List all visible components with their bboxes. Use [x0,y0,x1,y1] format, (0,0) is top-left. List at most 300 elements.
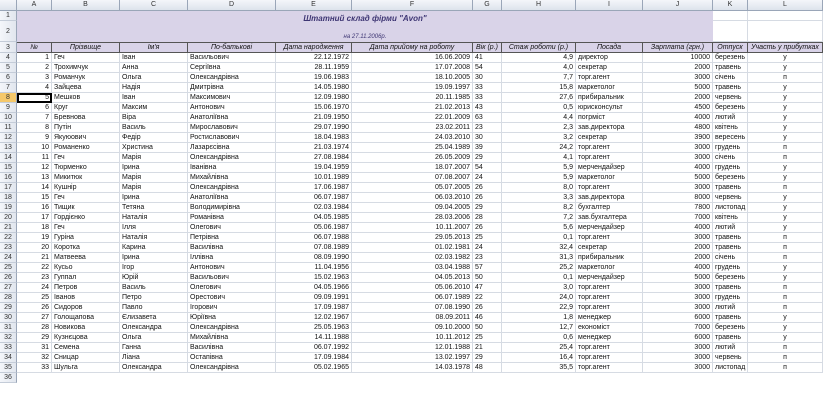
table-cell[interactable]: Геч [52,53,120,63]
table-cell[interactable]: 05.07.2005 [352,183,473,193]
table-cell[interactable]: 17.07.2008 [352,63,473,73]
table-cell[interactable]: листопад [713,363,748,373]
table-cell[interactable]: червень [713,193,748,203]
table-cell[interactable]: 43 [473,103,502,113]
table-cell[interactable]: п [748,143,823,153]
table-cell[interactable]: п [748,73,823,83]
table-cell[interactable]: торг.агент [576,233,643,243]
table-cell[interactable]: Марія [120,173,188,183]
table-cell[interactable]: Новикова [52,323,120,333]
table-cell[interactable]: у [748,123,823,133]
table-cell[interactable]: Ольга [120,333,188,343]
row-header[interactable]: 10 [0,113,17,123]
table-cell[interactable]: 04.05.1966 [276,283,352,293]
table-cell[interactable]: 22,9 [502,303,576,313]
table-cell[interactable]: у [748,83,823,93]
table-cell[interactable]: 33 [473,83,502,93]
table-cell[interactable]: 13.02.1997 [352,353,473,363]
table-cell[interactable]: 11.04.1956 [276,263,352,273]
table-cell[interactable]: 24,2 [502,143,576,153]
table-cell[interactable]: торг.агент [576,143,643,153]
table-cell[interactable]: Семена [52,343,120,353]
column-title[interactable]: Стаж роботи (р.) [502,42,576,53]
table-cell[interactable]: 22 [473,293,502,303]
table-cell[interactable]: січень [713,253,748,263]
table-cell[interactable]: торг.агент [576,73,643,83]
column-header-c[interactable]: C [120,0,188,11]
table-cell[interactable]: менеджер [576,313,643,323]
table-cell[interactable]: Тюрменко [52,163,120,173]
table-cell[interactable]: 5,9 [502,163,576,173]
table-cell[interactable]: Олегович [188,283,276,293]
table-cell[interactable]: 14.05.1980 [276,83,352,93]
row-header[interactable]: 22 [0,233,17,243]
table-cell[interactable]: 31,3 [502,253,576,263]
table-cell[interactable]: Володимирівна [188,203,276,213]
table-cell[interactable]: п [748,283,823,293]
table-cell[interactable]: Микитюк [52,173,120,183]
row-header[interactable]: 24 [0,253,17,263]
column-title[interactable]: Вік (р.) [473,42,502,53]
table-cell[interactable]: 7000 [643,323,713,333]
table-cell[interactable]: 50 [473,273,502,283]
table-cell[interactable]: 11 [17,153,52,163]
table-cell[interactable]: 29 [473,203,502,213]
table-cell[interactable]: торг.агент [576,343,643,353]
table-cell[interactable]: 3000 [643,143,713,153]
table-cell[interactable]: 17.06.1987 [276,183,352,193]
row-header[interactable]: 26 [0,273,17,283]
table-cell[interactable]: Павло [120,303,188,313]
row-header[interactable]: 30 [0,313,17,323]
table-cell[interactable]: 21.03.1974 [276,143,352,153]
table-cell[interactable]: 50 [473,323,502,333]
table-cell[interactable]: Антонович [188,103,276,113]
table-cell[interactable]: Тетяна [120,203,188,213]
table-cell[interactable]: 23 [17,273,52,283]
table-cell[interactable]: 3000 [643,153,713,163]
table-cell[interactable]: 4000 [643,263,713,273]
table-cell[interactable]: 4,0 [502,63,576,73]
table-cell[interactable]: 31 [17,343,52,353]
table-cell[interactable]: 12,7 [502,323,576,333]
table-cell[interactable]: Васильович [188,53,276,63]
table-cell[interactable]: Орестович [188,293,276,303]
table-cell[interactable]: Василь [120,123,188,133]
table-cell[interactable]: 0,5 [502,103,576,113]
table-cell[interactable]: 24 [17,283,52,293]
table-cell[interactable]: Якуюович [52,133,120,143]
table-cell[interactable]: 46 [473,313,502,323]
row-header[interactable]: 25 [0,263,17,273]
table-cell[interactable]: 9 [17,133,52,143]
table-cell[interactable]: Остапівна [188,353,276,363]
row-header[interactable]: 20 [0,213,17,223]
table-cell[interactable]: у [748,193,823,203]
table-cell[interactable]: 15 [17,193,52,203]
table-cell[interactable]: Ірина [120,253,188,263]
table-cell[interactable]: травень [713,233,748,243]
table-cell[interactable]: 16.06.2009 [352,53,473,63]
table-cell[interactable]: мерчендайзер [576,163,643,173]
table-cell[interactable]: торг.агент [576,153,643,163]
table-cell[interactable]: 33 [473,93,502,103]
table-cell[interactable]: Ігор [120,263,188,273]
table-cell[interactable]: 7,2 [502,213,576,223]
table-cell[interactable]: Іван [120,53,188,63]
table-cell[interactable]: 3000 [643,233,713,243]
table-cell[interactable]: 14.03.1978 [352,363,473,373]
table-cell[interactable]: 6000 [643,333,713,343]
row-header[interactable]: 29 [0,303,17,313]
column-header-h[interactable]: H [502,0,576,11]
table-cell[interactable]: 2,3 [502,123,576,133]
table-cell[interactable]: 33 [17,363,52,373]
table-cell[interactable]: маркетолог [576,83,643,93]
table-cell[interactable]: у [748,53,823,63]
table-cell[interactable]: 57 [473,263,502,273]
table-cell[interactable]: 27.08.1984 [276,153,352,163]
table-cell[interactable]: Путін [52,123,120,133]
table-cell[interactable]: 16,4 [502,353,576,363]
table-cell[interactable]: травень [713,283,748,293]
table-cell[interactable]: лютий [713,223,748,233]
table-cell[interactable]: 21 [473,343,502,353]
table-cell[interactable]: 41 [473,53,502,63]
table-cell[interactable]: Надія [120,83,188,93]
table-cell[interactable]: 21.09.1950 [276,113,352,123]
table-cell[interactable]: у [748,163,823,173]
table-cell[interactable]: 08.09.2011 [352,313,473,323]
table-cell[interactable]: Олегович [188,223,276,233]
table-cell[interactable]: 09.09.1991 [276,293,352,303]
table-cell[interactable]: Олександрівна [188,73,276,83]
table-cell[interactable]: 10 [17,143,52,153]
column-header-i[interactable]: I [576,0,643,11]
table-cell[interactable]: 4000 [643,223,713,233]
table-cell[interactable]: бухгалтер [576,203,643,213]
table-cell[interactable]: 07.08.1990 [352,303,473,313]
row-header[interactable]: 23 [0,243,17,253]
column-header-e[interactable]: E [276,0,352,11]
table-cell[interactable]: п [748,343,823,353]
table-cell[interactable]: 23 [473,123,502,133]
table-cell[interactable]: 03.04.1988 [352,263,473,273]
table-cell[interactable]: 25,2 [502,263,576,273]
column-title[interactable]: Дата народження [276,42,352,53]
table-cell[interactable]: прибиральник [576,253,643,263]
table-cell[interactable]: 5000 [643,273,713,283]
row-header[interactable]: 4 [0,53,17,63]
table-cell[interactable]: Сидоров [52,303,120,313]
table-cell[interactable]: зав.директора [576,193,643,203]
row-header[interactable]: 12 [0,133,17,143]
table-cell[interactable]: Ганна [120,343,188,353]
row-header[interactable]: 27 [0,283,17,293]
column-title[interactable]: № [17,42,52,53]
table-cell[interactable]: 27,6 [502,93,576,103]
table-cell[interactable]: 06.07.1988 [276,233,352,243]
table-cell[interactable]: 3,3 [502,193,576,203]
table-cell[interactable]: 26.05.2009 [352,153,473,163]
table-cell[interactable]: 06.07.1989 [352,293,473,303]
table-cell[interactable]: 25.04.1989 [352,143,473,153]
table-cell[interactable]: торг.агент [576,293,643,303]
table-cell[interactable]: 2 [17,63,52,73]
table-cell[interactable]: 3,2 [502,133,576,143]
table-cell[interactable]: Іванов [52,293,120,303]
table-cell[interactable]: Петрівна [188,233,276,243]
column-header-b[interactable]: B [52,0,120,11]
table-cell[interactable]: Наталія [120,213,188,223]
column-title[interactable]: Прізвище [52,42,120,53]
table-cell[interactable]: п [748,293,823,303]
table-cell[interactable]: у [748,63,823,73]
table-cell[interactable]: 0,1 [502,273,576,283]
table-cell[interactable]: Юріївна [188,313,276,323]
table-cell[interactable]: 2000 [643,93,713,103]
table-cell[interactable]: 10.01.1989 [276,173,352,183]
table-cell[interactable]: 24.03.2010 [352,133,473,143]
table-cell[interactable]: у [748,93,823,103]
table-cell[interactable]: у [748,103,823,113]
table-cell[interactable]: 04.05.2013 [352,273,473,283]
column-title[interactable]: Дата прийому на роботу [352,42,473,53]
table-cell[interactable]: юрисконсульт [576,103,643,113]
table-cell[interactable]: 4 [17,83,52,93]
table-cell[interactable]: березень [713,103,748,113]
table-cell[interactable]: 12 [17,163,52,173]
table-cell[interactable]: торг.агент [576,183,643,193]
table-cell[interactable]: 25.05.1963 [276,323,352,333]
table-cell[interactable]: 15.06.1970 [276,103,352,113]
table-cell[interactable]: Михайлівна [188,333,276,343]
table-cell[interactable]: 0,6 [502,333,576,343]
table-cell[interactable]: 14 [17,183,52,193]
table-cell[interactable]: 27 [17,313,52,323]
table-cell[interactable]: менеджер [576,333,643,343]
table-cell[interactable]: 15.02.1963 [276,273,352,283]
table-cell[interactable]: 35,5 [502,363,576,373]
column-title[interactable]: Зарплата (грн.) [643,42,713,53]
table-cell[interactable]: 2000 [643,243,713,253]
table-cell[interactable]: мерчендайзер [576,223,643,233]
column-title[interactable]: Отпуск [713,42,748,53]
table-cell[interactable]: 02.03.1982 [352,253,473,263]
cell[interactable] [713,11,748,21]
table-cell[interactable]: 10.11.2007 [352,223,473,233]
table-cell[interactable]: грудень [713,263,748,273]
table-cell[interactable]: 1 [17,53,52,63]
table-cell[interactable]: 16 [17,203,52,213]
table-cell[interactable]: 07.08.1989 [276,243,352,253]
table-cell[interactable]: 10000 [643,53,713,63]
table-cell[interactable]: секретар [576,133,643,143]
table-cell[interactable]: 39 [473,143,502,153]
table-cell[interactable]: Гуріна [52,233,120,243]
table-cell[interactable]: 2000 [643,63,713,73]
table-cell[interactable]: 04.05.1985 [276,213,352,223]
column-header-j[interactable]: J [643,0,713,11]
table-cell[interactable]: Зайцева [52,83,120,93]
table-cell[interactable]: 12.02.1967 [276,313,352,323]
table-cell[interactable]: 8000 [643,193,713,203]
row-header[interactable]: 8 [0,93,17,103]
table-cell[interactable]: 3000 [643,293,713,303]
table-cell[interactable]: Петров [52,283,120,293]
row-header[interactable]: 34 [0,353,17,363]
table-cell[interactable]: 12.09.1980 [276,93,352,103]
table-cell[interactable]: 7,7 [502,73,576,83]
table-cell[interactable]: 25,4 [502,343,576,353]
table-cell[interactable]: 6 [17,103,52,113]
table-cell[interactable]: 09.04.2005 [352,203,473,213]
column-header-d[interactable]: D [188,0,276,11]
table-cell[interactable]: 7000 [643,213,713,223]
table-cell[interactable]: 20 [17,243,52,253]
table-cell[interactable]: 2000 [643,253,713,263]
table-cell[interactable]: Лазарєсівна [188,143,276,153]
cell[interactable] [713,21,748,42]
table-cell[interactable]: п [748,233,823,243]
table-cell[interactable]: торг.агент [576,363,643,373]
table-cell[interactable]: Геч [52,193,120,203]
table-cell[interactable]: 21.02.2013 [352,103,473,113]
table-cell[interactable]: Анна [120,63,188,73]
table-cell[interactable]: Шульга [52,363,120,373]
table-cell[interactable]: Анатоліївна [188,193,276,203]
table-cell[interactable]: 48 [473,363,502,373]
table-cell[interactable]: секретар [576,63,643,73]
table-cell[interactable]: Ірина [120,193,188,203]
table-cell[interactable]: п [748,353,823,363]
table-cell[interactable]: 07.08.2007 [352,173,473,183]
table-cell[interactable]: квітень [713,213,748,223]
row-header[interactable]: 35 [0,363,17,373]
table-cell[interactable]: Петро [120,293,188,303]
table-cell[interactable]: погрміст [576,113,643,123]
table-cell[interactable]: Анатоліївна [188,113,276,123]
table-cell[interactable]: грудень [713,163,748,173]
table-cell[interactable]: березень [713,173,748,183]
table-cell[interactable]: Дмитрівна [188,83,276,93]
table-cell[interactable]: Геч [52,223,120,233]
table-cell[interactable]: 8 [17,123,52,133]
table-cell[interactable]: березень [713,323,748,333]
table-cell[interactable]: 5 [17,93,52,103]
table-cell[interactable]: економіст [576,323,643,333]
row-header[interactable]: 11 [0,123,17,133]
row-header[interactable]: 2 [0,21,17,42]
select-all-corner[interactable] [0,0,17,11]
table-cell[interactable]: 4000 [643,163,713,173]
table-cell[interactable]: п [748,303,823,313]
table-cell[interactable]: 19 [17,233,52,243]
table-cell[interactable]: 3000 [643,283,713,293]
table-cell[interactable]: 05.06.2010 [352,283,473,293]
table-cell[interactable]: Ігорович [188,303,276,313]
table-cell[interactable]: п [748,153,823,163]
table-cell[interactable]: січень [713,153,748,163]
table-cell[interactable]: Бревнова [52,113,120,123]
column-title[interactable]: Участь у прибутках [748,42,823,53]
table-cell[interactable]: 22.12.1972 [276,53,352,63]
table-cell[interactable]: маркетолог [576,263,643,273]
table-cell[interactable]: 06.07.1992 [276,343,352,353]
column-header-a[interactable]: A [17,0,52,11]
column-header-g[interactable]: G [473,0,502,11]
table-cell[interactable]: 26 [473,303,502,313]
table-cell[interactable]: Антонович [188,263,276,273]
row-header[interactable]: 28 [0,293,17,303]
table-cell[interactable]: 3,0 [502,283,576,293]
table-cell[interactable]: Юрій [120,273,188,283]
table-cell[interactable]: 09.10.2000 [352,323,473,333]
table-cell[interactable]: Василь [120,283,188,293]
table-cell[interactable]: 24 [473,173,502,183]
table-cell[interactable]: 24 [473,243,502,253]
table-cell[interactable]: вересень [713,133,748,143]
table-cell[interactable]: Кусьо [52,263,120,273]
table-cell[interactable]: Єлизавета [120,313,188,323]
table-cell[interactable]: Олександра [120,323,188,333]
table-cell[interactable]: Ірина [120,163,188,173]
table-cell[interactable]: травень [713,63,748,73]
table-cell[interactable]: 24,0 [502,293,576,303]
table-cell[interactable]: 18.07.2007 [352,163,473,173]
table-cell[interactable]: 25 [473,233,502,243]
table-cell[interactable]: 8,2 [502,203,576,213]
table-cell[interactable]: 0,1 [502,233,576,243]
row-header[interactable]: 16 [0,173,17,183]
table-cell[interactable]: 22.01.2009 [352,113,473,123]
table-cell[interactable]: 28.11.1959 [276,63,352,73]
table-cell[interactable]: 54 [473,63,502,73]
row-header[interactable]: 14 [0,153,17,163]
table-cell[interactable]: Гордієнко [52,213,120,223]
table-cell[interactable]: Марія [120,183,188,193]
table-cell[interactable]: 18 [17,223,52,233]
table-cell[interactable]: у [748,323,823,333]
table-cell[interactable]: торг.агент [576,283,643,293]
table-cell[interactable]: лютий [713,343,748,353]
table-cell[interactable]: торг.агент [576,303,643,313]
table-cell[interactable]: 25 [473,333,502,343]
table-cell[interactable]: п [748,253,823,263]
row-header[interactable]: 21 [0,223,17,233]
table-cell[interactable]: 7 [17,113,52,123]
row-header[interactable]: 33 [0,343,17,353]
table-cell[interactable]: 13 [17,173,52,183]
table-cell[interactable]: зав.директора [576,123,643,133]
table-cell[interactable]: 7800 [643,203,713,213]
table-cell[interactable]: Голощапова [52,313,120,323]
table-cell[interactable]: 26 [473,223,502,233]
table-cell[interactable]: 18.04.1983 [276,133,352,143]
column-title[interactable]: Посада [576,42,643,53]
table-cell[interactable]: 3000 [643,303,713,313]
table-cell[interactable]: червень [713,93,748,103]
table-cell[interactable]: 02.03.1984 [276,203,352,213]
table-cell[interactable]: 14.11.1988 [276,333,352,343]
table-cell[interactable]: 19.06.1983 [276,73,352,83]
table-cell[interactable]: 5,6 [502,223,576,233]
table-cell[interactable]: 29 [473,153,502,163]
table-cell[interactable]: 3000 [643,353,713,363]
table-cell[interactable]: 05.02.1965 [276,363,352,373]
table-cell[interactable]: 17 [17,213,52,223]
table-cell[interactable]: 23 [473,253,502,263]
